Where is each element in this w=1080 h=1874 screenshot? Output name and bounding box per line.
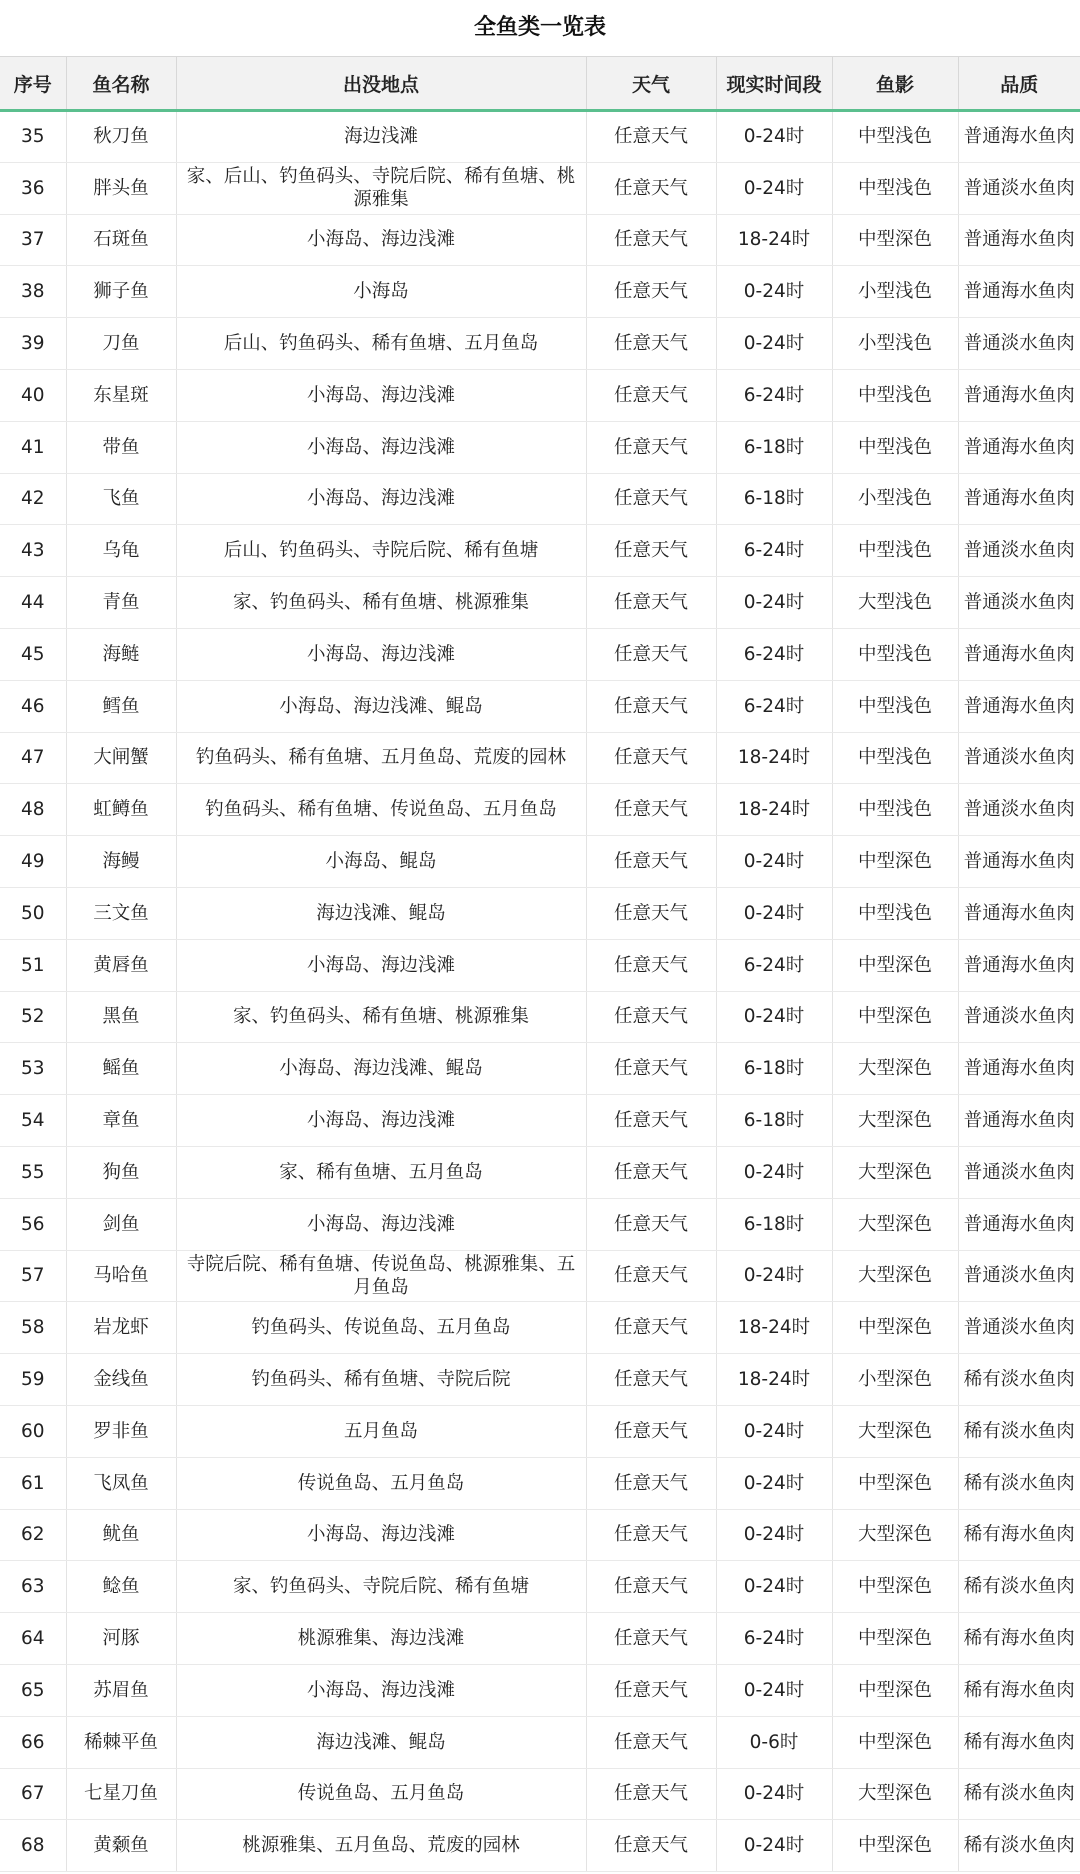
cell-quality: 稀有海水鱼肉: [958, 1613, 1080, 1665]
cell-location: 钓鱼码头、稀有鱼塘、五月鱼岛、荒废的园林: [176, 732, 586, 784]
cell-shadow: 大型深色: [832, 1146, 958, 1198]
cell-location: 小海岛、海边浅滩: [176, 1509, 586, 1561]
cell-location: 海边浅滩、鲲岛: [176, 887, 586, 939]
cell-location: 海边浅滩: [176, 111, 586, 163]
cell-quality: 普通淡水鱼肉: [958, 577, 1080, 629]
cell-weather: 任意天气: [586, 369, 716, 421]
cell-weather: 任意天气: [586, 1405, 716, 1457]
fish-table: [0, 56, 1080, 1872]
cell-index: 35: [0, 111, 66, 163]
cell-fish-name: 金线鱼: [66, 1354, 176, 1406]
cell-shadow: 大型深色: [832, 1768, 958, 1820]
cell-time: 6-24时: [716, 525, 832, 577]
cell-fish-name: 鱿鱼: [66, 1509, 176, 1561]
cell-weather: 任意天气: [586, 991, 716, 1043]
header-quality: 品质: [958, 57, 1080, 111]
cell-time: 18-24时: [716, 784, 832, 836]
cell-weather: 任意天气: [586, 1509, 716, 1561]
cell-location: 小海岛、海边浅滩、鲲岛: [176, 1043, 586, 1095]
cell-quality: 普通海水鱼肉: [958, 680, 1080, 732]
cell-weather: 任意天气: [586, 680, 716, 732]
cell-weather: 任意天气: [586, 1457, 716, 1509]
cell-fish-name: 狗鱼: [66, 1146, 176, 1198]
cell-location: 小海岛、海边浅滩: [176, 939, 586, 991]
header-weather: 天气: [586, 57, 716, 111]
table-row: [0, 162, 1080, 214]
cell-time: 0-6时: [716, 1716, 832, 1768]
cell-shadow: 中型深色: [832, 991, 958, 1043]
cell-fish-name: 河豚: [66, 1613, 176, 1665]
cell-location: 寺院后院、稀有鱼塘、传说鱼岛、桃源雅集、五月鱼岛: [176, 1250, 586, 1302]
cell-location: 钓鱼码头、稀有鱼塘、传说鱼岛、五月鱼岛: [176, 784, 586, 836]
cell-shadow: 中型浅色: [832, 680, 958, 732]
cell-location: 小海岛、海边浅滩: [176, 421, 586, 473]
cell-shadow: 中型深色: [832, 1613, 958, 1665]
cell-shadow: 大型深色: [832, 1250, 958, 1302]
cell-location: 家、钓鱼码头、稀有鱼塘、桃源雅集: [176, 991, 586, 1043]
cell-weather: 任意天气: [586, 1768, 716, 1820]
cell-fish-name: 大闸蟹: [66, 732, 176, 784]
cell-quality: 普通海水鱼肉: [958, 266, 1080, 318]
cell-quality: 普通海水鱼肉: [958, 214, 1080, 266]
cell-quality: 普通淡水鱼肉: [958, 525, 1080, 577]
cell-location: 小海岛、海边浅滩: [176, 369, 586, 421]
cell-index: 37: [0, 214, 66, 266]
cell-index: 50: [0, 887, 66, 939]
cell-index: 63: [0, 1561, 66, 1613]
table-row: [0, 1250, 1080, 1302]
table-row: [0, 1561, 1080, 1613]
cell-shadow: 中型深色: [832, 1302, 958, 1354]
cell-shadow: 中型深色: [832, 1664, 958, 1716]
cell-index: 58: [0, 1302, 66, 1354]
cell-fish-name: 鳕鱼: [66, 680, 176, 732]
cell-shadow: 中型浅色: [832, 162, 958, 214]
cell-location: 传说鱼岛、五月鱼岛: [176, 1768, 586, 1820]
cell-time: 0-24时: [716, 111, 832, 163]
cell-weather: 任意天气: [586, 1146, 716, 1198]
cell-index: 61: [0, 1457, 66, 1509]
cell-location: 海边浅滩、鲲岛: [176, 1716, 586, 1768]
cell-time: 18-24时: [716, 1302, 832, 1354]
cell-quality: 普通海水鱼肉: [958, 887, 1080, 939]
cell-quality: 普通海水鱼肉: [958, 1095, 1080, 1147]
cell-weather: 任意天气: [586, 266, 716, 318]
table-row: [0, 1146, 1080, 1198]
cell-fish-name: 三文鱼: [66, 887, 176, 939]
table-row: [0, 318, 1080, 370]
cell-time: 6-18时: [716, 421, 832, 473]
cell-fish-name: 东星斑: [66, 369, 176, 421]
table-row: [0, 1613, 1080, 1665]
table-row: [0, 1509, 1080, 1561]
cell-time: 6-18时: [716, 473, 832, 525]
cell-index: 39: [0, 318, 66, 370]
cell-shadow: 中型深色: [832, 939, 958, 991]
cell-index: 53: [0, 1043, 66, 1095]
cell-location: 小海岛、海边浅滩: [176, 1664, 586, 1716]
cell-fish-name: 胖头鱼: [66, 162, 176, 214]
cell-index: 46: [0, 680, 66, 732]
cell-shadow: 大型深色: [832, 1043, 958, 1095]
cell-shadow: 大型深色: [832, 1509, 958, 1561]
cell-time: 0-24时: [716, 318, 832, 370]
cell-quality: 稀有淡水鱼肉: [958, 1457, 1080, 1509]
cell-weather: 任意天气: [586, 162, 716, 214]
cell-quality: 普通海水鱼肉: [958, 421, 1080, 473]
cell-quality: 普通海水鱼肉: [958, 473, 1080, 525]
cell-fish-name: 鳐鱼: [66, 1043, 176, 1095]
cell-weather: 任意天气: [586, 1043, 716, 1095]
table-row: [0, 1043, 1080, 1095]
cell-fish-name: 海鳗: [66, 836, 176, 888]
table-row: [0, 1354, 1080, 1406]
cell-quality: 普通海水鱼肉: [958, 836, 1080, 888]
cell-index: 59: [0, 1354, 66, 1406]
cell-fish-name: 马哈鱼: [66, 1250, 176, 1302]
cell-quality: 普通海水鱼肉: [958, 1043, 1080, 1095]
cell-time: 18-24时: [716, 732, 832, 784]
cell-index: 51: [0, 939, 66, 991]
cell-index: 57: [0, 1250, 66, 1302]
cell-shadow: 小型深色: [832, 1354, 958, 1406]
cell-time: 0-24时: [716, 991, 832, 1043]
table-row: [0, 784, 1080, 836]
cell-shadow: 大型浅色: [832, 577, 958, 629]
table-row: [0, 111, 1080, 163]
cell-fish-name: 黄颡鱼: [66, 1820, 176, 1872]
cell-weather: 任意天气: [586, 1302, 716, 1354]
cell-shadow: 小型浅色: [832, 473, 958, 525]
cell-index: 52: [0, 991, 66, 1043]
cell-quality: 稀有淡水鱼肉: [958, 1561, 1080, 1613]
cell-weather: 任意天气: [586, 836, 716, 888]
cell-fish-name: 飞凤鱼: [66, 1457, 176, 1509]
cell-fish-name: 章鱼: [66, 1095, 176, 1147]
cell-weather: 任意天气: [586, 1820, 716, 1872]
cell-shadow: 中型深色: [832, 1457, 958, 1509]
cell-index: 40: [0, 369, 66, 421]
table-row: [0, 369, 1080, 421]
table-row: [0, 887, 1080, 939]
cell-index: 54: [0, 1095, 66, 1147]
cell-fish-name: 苏眉鱼: [66, 1664, 176, 1716]
cell-location: 小海岛、海边浅滩: [176, 1095, 586, 1147]
cell-location: 小海岛、海边浅滩: [176, 214, 586, 266]
cell-time: 6-24时: [716, 628, 832, 680]
cell-index: 64: [0, 1613, 66, 1665]
cell-time: 0-24时: [716, 1664, 832, 1716]
table-body: [0, 111, 1080, 1872]
cell-location: 家、钓鱼码头、寺院后院、稀有鱼塘: [176, 1561, 586, 1613]
cell-weather: 任意天气: [586, 1613, 716, 1665]
table-row: [0, 1820, 1080, 1872]
table-row: [0, 991, 1080, 1043]
cell-weather: 任意天气: [586, 732, 716, 784]
cell-index: 65: [0, 1664, 66, 1716]
table-row: [0, 266, 1080, 318]
cell-index: 55: [0, 1146, 66, 1198]
cell-time: 0-24时: [716, 1146, 832, 1198]
cell-weather: 任意天气: [586, 1250, 716, 1302]
header-fish-name: 鱼名称: [66, 57, 176, 111]
cell-time: 0-24时: [716, 887, 832, 939]
cell-shadow: 大型深色: [832, 1405, 958, 1457]
cell-time: 0-24时: [716, 1250, 832, 1302]
table-row: [0, 1095, 1080, 1147]
header-time: 现实时间段: [716, 57, 832, 111]
cell-fish-name: 带鱼: [66, 421, 176, 473]
cell-index: 49: [0, 836, 66, 888]
cell-index: 44: [0, 577, 66, 629]
cell-time: 0-24时: [716, 1457, 832, 1509]
cell-quality: 普通淡水鱼肉: [958, 991, 1080, 1043]
cell-shadow: 小型浅色: [832, 266, 958, 318]
cell-quality: 普通淡水鱼肉: [958, 162, 1080, 214]
cell-index: 66: [0, 1716, 66, 1768]
cell-fish-name: 黑鱼: [66, 991, 176, 1043]
cell-index: 45: [0, 628, 66, 680]
cell-fish-name: 乌龟: [66, 525, 176, 577]
cell-index: 41: [0, 421, 66, 473]
cell-location: 小海岛、海边浅滩: [176, 1198, 586, 1250]
cell-quality: 稀有淡水鱼肉: [958, 1768, 1080, 1820]
cell-time: 6-18时: [716, 1198, 832, 1250]
header-index: 序号: [0, 57, 66, 111]
cell-location: 家、钓鱼码头、稀有鱼塘、桃源雅集: [176, 577, 586, 629]
cell-shadow: 中型浅色: [832, 887, 958, 939]
cell-location: 后山、钓鱼码头、稀有鱼塘、五月鱼岛: [176, 318, 586, 370]
cell-time: 6-24时: [716, 1613, 832, 1665]
cell-index: 60: [0, 1405, 66, 1457]
table-row: [0, 732, 1080, 784]
cell-shadow: 中型深色: [832, 1820, 958, 1872]
cell-fish-name: 石斑鱼: [66, 214, 176, 266]
cell-weather: 任意天气: [586, 1664, 716, 1716]
table-row: [0, 1716, 1080, 1768]
cell-location: 桃源雅集、五月鱼岛、荒废的园林: [176, 1820, 586, 1872]
cell-time: 0-24时: [716, 836, 832, 888]
cell-quality: 稀有淡水鱼肉: [958, 1820, 1080, 1872]
cell-time: 18-24时: [716, 1354, 832, 1406]
cell-location: 钓鱼码头、稀有鱼塘、寺院后院: [176, 1354, 586, 1406]
cell-shadow: 中型浅色: [832, 369, 958, 421]
cell-weather: 任意天气: [586, 1716, 716, 1768]
cell-weather: 任意天气: [586, 887, 716, 939]
page-title: 全鱼类一览表: [473, 15, 606, 40]
cell-fish-name: 青鱼: [66, 577, 176, 629]
cell-weather: 任意天气: [586, 421, 716, 473]
cell-time: 6-18时: [716, 1095, 832, 1147]
cell-fish-name: 海鲢: [66, 628, 176, 680]
cell-time: 0-24时: [716, 266, 832, 318]
cell-shadow: 中型浅色: [832, 784, 958, 836]
cell-weather: 任意天气: [586, 1354, 716, 1406]
cell-quality: 稀有淡水鱼肉: [958, 1405, 1080, 1457]
cell-fish-name: 鲶鱼: [66, 1561, 176, 1613]
cell-time: 6-24时: [716, 680, 832, 732]
cell-fish-name: 狮子鱼: [66, 266, 176, 318]
cell-fish-name: 七星刀鱼: [66, 1768, 176, 1820]
cell-fish-name: 黄唇鱼: [66, 939, 176, 991]
cell-time: 0-24时: [716, 1509, 832, 1561]
cell-shadow: 中型浅色: [832, 111, 958, 163]
cell-quality: 稀有海水鱼肉: [958, 1509, 1080, 1561]
cell-quality: 普通淡水鱼肉: [958, 784, 1080, 836]
cell-weather: 任意天气: [586, 214, 716, 266]
cell-quality: 稀有淡水鱼肉: [958, 1354, 1080, 1406]
cell-index: 62: [0, 1509, 66, 1561]
table-row: [0, 1198, 1080, 1250]
table-row: [0, 577, 1080, 629]
table-row: [0, 525, 1080, 577]
cell-fish-name: 剑鱼: [66, 1198, 176, 1250]
cell-quality: 普通海水鱼肉: [958, 628, 1080, 680]
table-row: [0, 1405, 1080, 1457]
cell-location: 家、后山、钓鱼码头、寺院后院、稀有鱼塘、桃源雅集: [176, 162, 586, 214]
cell-quality: 稀有海水鱼肉: [958, 1664, 1080, 1716]
cell-weather: 任意天气: [586, 1095, 716, 1147]
cell-quality: 普通淡水鱼肉: [958, 1146, 1080, 1198]
cell-index: 68: [0, 1820, 66, 1872]
table-row: [0, 680, 1080, 732]
cell-fish-name: 罗非鱼: [66, 1405, 176, 1457]
cell-fish-name: 稀棘平鱼: [66, 1716, 176, 1768]
cell-shadow: 中型浅色: [832, 525, 958, 577]
cell-shadow: 中型浅色: [832, 421, 958, 473]
cell-shadow: 大型深色: [832, 1095, 958, 1147]
cell-index: 67: [0, 1768, 66, 1820]
table-row: [0, 836, 1080, 888]
cell-time: 0-24时: [716, 1405, 832, 1457]
table-row: [0, 214, 1080, 266]
cell-quality: 普通海水鱼肉: [958, 111, 1080, 163]
cell-time: 0-24时: [716, 1561, 832, 1613]
cell-weather: 任意天气: [586, 318, 716, 370]
cell-index: 47: [0, 732, 66, 784]
cell-quality: 普通淡水鱼肉: [958, 732, 1080, 784]
cell-fish-name: 秋刀鱼: [66, 111, 176, 163]
table-row: [0, 628, 1080, 680]
table-row: [0, 1302, 1080, 1354]
cell-index: 38: [0, 266, 66, 318]
cell-fish-name: 岩龙虾: [66, 1302, 176, 1354]
cell-quality: 稀有海水鱼肉: [958, 1716, 1080, 1768]
cell-time: 6-18时: [716, 1043, 832, 1095]
table-row: [0, 1457, 1080, 1509]
cell-time: 0-24时: [716, 162, 832, 214]
table-row: [0, 939, 1080, 991]
table-row: [0, 421, 1080, 473]
cell-location: 五月鱼岛: [176, 1405, 586, 1457]
cell-weather: 任意天气: [586, 577, 716, 629]
cell-shadow: 中型深色: [832, 1561, 958, 1613]
cell-index: 56: [0, 1198, 66, 1250]
cell-quality: 普通淡水鱼肉: [958, 1250, 1080, 1302]
cell-location: 小海岛、海边浅滩、鲲岛: [176, 680, 586, 732]
cell-index: 43: [0, 525, 66, 577]
cell-location: 家、稀有鱼塘、五月鱼岛: [176, 1146, 586, 1198]
header-shadow: 鱼影: [832, 57, 958, 111]
cell-weather: 任意天气: [586, 525, 716, 577]
cell-quality: 普通淡水鱼肉: [958, 318, 1080, 370]
cell-time: 6-24时: [716, 369, 832, 421]
cell-location: 钓鱼码头、传说鱼岛、五月鱼岛: [176, 1302, 586, 1354]
cell-shadow: 中型深色: [832, 836, 958, 888]
cell-time: 18-24时: [716, 214, 832, 266]
cell-time: 6-24时: [716, 939, 832, 991]
cell-location: 传说鱼岛、五月鱼岛: [176, 1457, 586, 1509]
cell-shadow: 中型浅色: [832, 628, 958, 680]
cell-weather: 任意天气: [586, 111, 716, 163]
cell-shadow: 中型深色: [832, 1716, 958, 1768]
table-row: [0, 1664, 1080, 1716]
cell-shadow: 小型浅色: [832, 318, 958, 370]
table-row: [0, 1768, 1080, 1820]
cell-weather: 任意天气: [586, 1198, 716, 1250]
table-header-row: [0, 57, 1080, 111]
cell-location: 小海岛、鲲岛: [176, 836, 586, 888]
cell-shadow: 中型浅色: [832, 732, 958, 784]
cell-location: 桃源雅集、海边浅滩: [176, 1613, 586, 1665]
cell-weather: 任意天气: [586, 1561, 716, 1613]
cell-quality: 普通淡水鱼肉: [958, 1302, 1080, 1354]
cell-location: 小海岛、海边浅滩: [176, 473, 586, 525]
cell-weather: 任意天气: [586, 628, 716, 680]
cell-weather: 任意天气: [586, 473, 716, 525]
cell-location: 小海岛: [176, 266, 586, 318]
cell-time: 0-24时: [716, 577, 832, 629]
cell-location: 小海岛、海边浅滩: [176, 628, 586, 680]
cell-location: 后山、钓鱼码头、寺院后院、稀有鱼塘: [176, 525, 586, 577]
cell-time: 0-24时: [716, 1820, 832, 1872]
cell-shadow: 大型深色: [832, 1198, 958, 1250]
cell-weather: 任意天气: [586, 784, 716, 836]
cell-quality: 普通海水鱼肉: [958, 369, 1080, 421]
cell-index: 48: [0, 784, 66, 836]
cell-quality: 普通海水鱼肉: [958, 939, 1080, 991]
cell-fish-name: 刀鱼: [66, 318, 176, 370]
header-location: 出没地点: [176, 57, 586, 111]
cell-fish-name: 飞鱼: [66, 473, 176, 525]
table-row: [0, 473, 1080, 525]
cell-quality: 普通海水鱼肉: [958, 1198, 1080, 1250]
cell-time: 0-24时: [716, 1768, 832, 1820]
cell-index: 36: [0, 162, 66, 214]
cell-shadow: 中型深色: [832, 214, 958, 266]
cell-fish-name: 虹鳟鱼: [66, 784, 176, 836]
cell-index: 42: [0, 473, 66, 525]
cell-weather: 任意天气: [586, 939, 716, 991]
